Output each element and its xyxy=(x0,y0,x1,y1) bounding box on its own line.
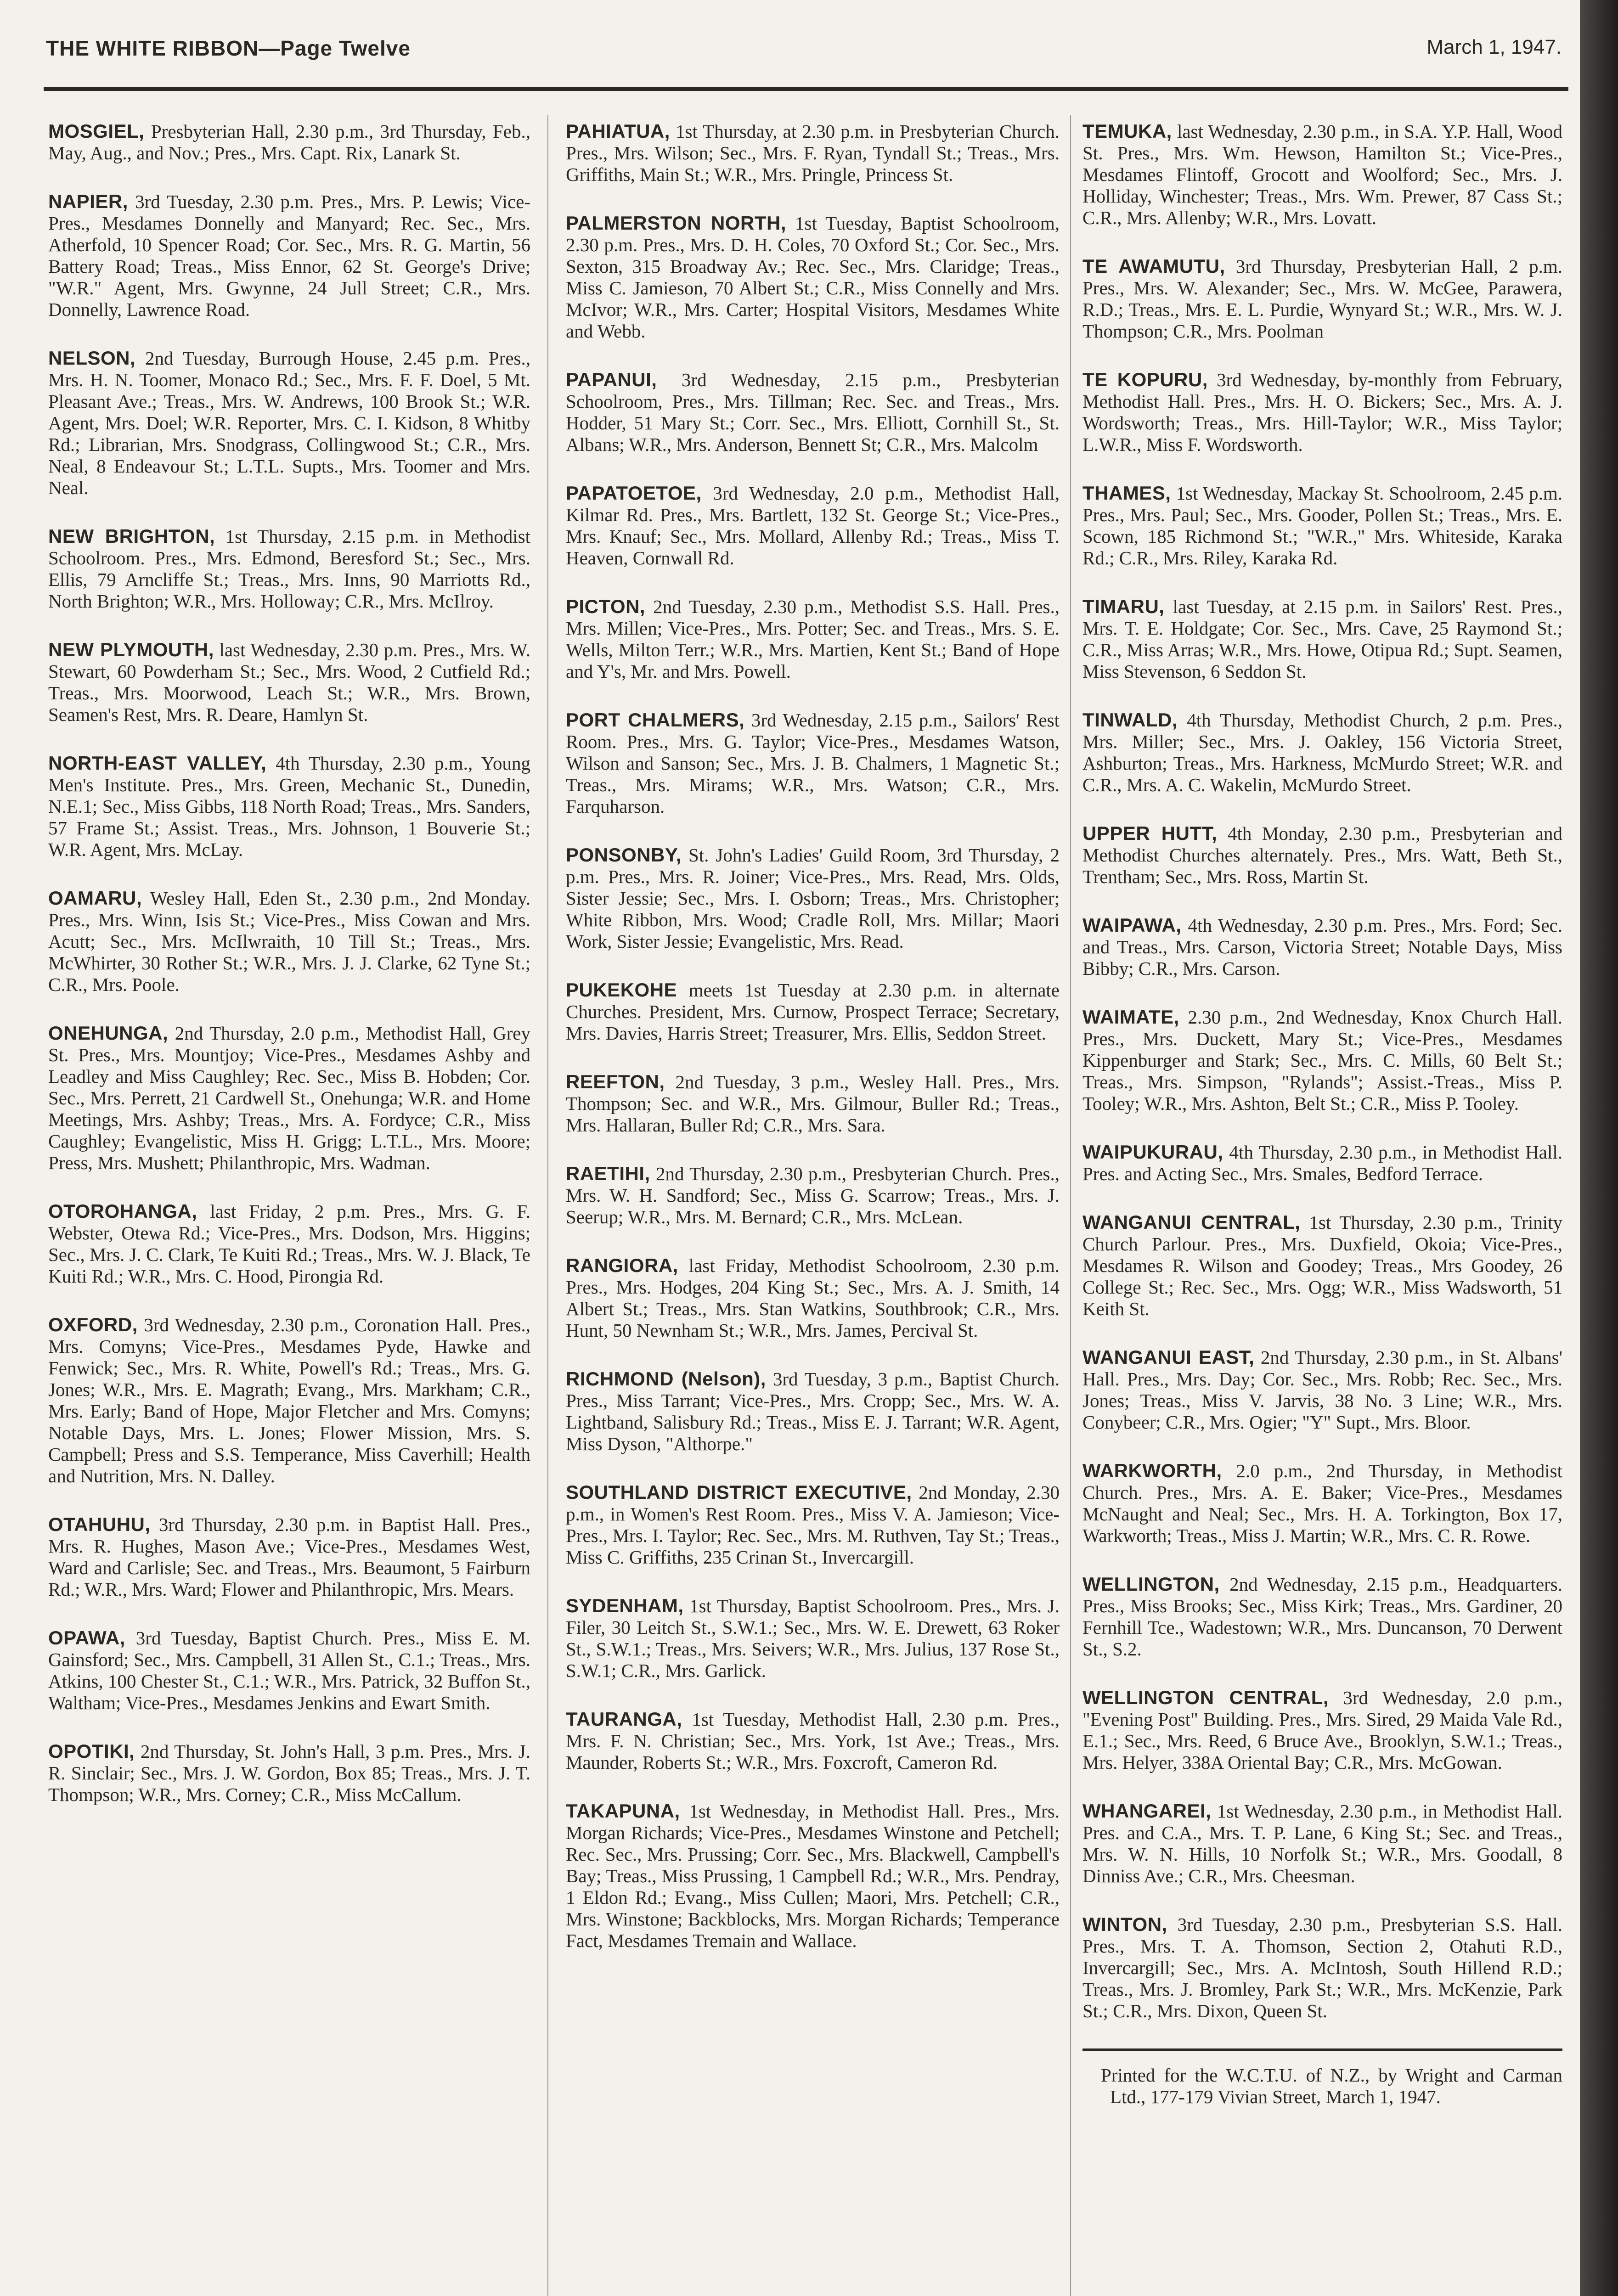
column-1 xyxy=(48,120,530,1832)
branch-name: NEW BRIGHTON, xyxy=(48,525,215,547)
branch-entry xyxy=(48,191,530,321)
page-edge-shadow xyxy=(1580,0,1618,2296)
branch-name: WAIMATE, xyxy=(1082,1006,1179,1028)
branch-name: TE KOPURU, xyxy=(1082,369,1208,390)
branch-entry xyxy=(48,347,530,499)
branch-entry xyxy=(566,1708,1060,1773)
branch-entry xyxy=(1082,822,1562,888)
branch-entry xyxy=(1082,482,1562,569)
branch-entry xyxy=(48,639,530,726)
branch-entry xyxy=(566,1800,1060,1952)
branch-name: NEW PLYMOUTH, xyxy=(48,639,214,660)
branch-details: 1st Thursday, at 2.30 p.m. in Presbyterian Church. Pres., Mrs. Wilson; Sec., Mrs. F. Ryan, Tyndall St.; Treas., Mrs. Griffiths, Main St.; W.R., Mrs. Pringle, Princess St. xyxy=(566,121,1060,185)
branch-entry xyxy=(1082,1687,1562,1773)
branch-details: 3rd Wednesday, by-monthly from February, Methodist Hall. Pres., Mrs. H. O. Bickers; Sec., Mrs. A. J. Wordsworth; Treas., Mrs. Hill-Taylor; W.R., Miss Taylor; L.W.R., Miss F. Wordsworth. xyxy=(1082,369,1562,455)
branch-name: TAURANGA, xyxy=(566,1708,682,1730)
branch-details: last Friday, Methodist Schoolroom, 2.30 p.m. Pres., Mrs. Hodges, 204 King St.; Sec., Mrs. A. J. Smith, 14 Albert St.; Treas., Mrs. Stan Watkins, Southbrook; C.R., Mrs. Hunt, 50 Newnham St.; W.R., Mrs. James, Percival St. xyxy=(566,1255,1060,1341)
branch-name: PAPATOETOE, xyxy=(566,482,702,504)
branch-details: 1st Wednesday, in Methodist Hall. Pres., Mrs. Morgan Richards; Vice-Pres., Mesdames Winstone and Petchell; Rec. Sec., Mrs. Prussing; Corr. Sec., Mrs. Blackwell, Campbell's Bay; Treas., Miss Prussing, 1 Campbell Rd.; W.R., Mrs. Pendray, 1 Eldon Rd.; Evang., Miss Cullen; Maori, Mrs. Petchell; C.R., Mrs. Winstone; Backblocks, Mrs. Morgan Richards; Temperance Fact, Mesdames Tremain and Wallace. xyxy=(566,1801,1060,1951)
branch-name: WELLINGTON CENTRAL, xyxy=(1082,1687,1329,1708)
branch-name: PAPANUI, xyxy=(566,369,657,390)
branch-details: 4th Thursday, Methodist Church, 2 p.m. Pres., Mrs. Miller; Sec., Mrs. J. Oakley, 156 Victoria Street, Ashburton; Treas., Mrs. Harkness, McMurdo Street; W.R. and C.R., Mrs. A. C. Wakelin, McMurdo Street. xyxy=(1082,709,1562,795)
branch-name: TIMARU, xyxy=(1082,596,1165,617)
branch-entry xyxy=(48,1022,530,1174)
branch-details: 4th Thursday, 2.30 p.m., Young Men's Institute. Pres., Mrs. Green, Mechanic St., Dunedin, N.E.1; Sec., Miss Gibbs, 118 North Road; Treas., Mrs. Sanders, 57 Frame St.; Assist. Treas., Mrs. Johnson, 1 Bouverie St.; W.R. Agent, Mrs. McLay. xyxy=(48,753,530,860)
page-header xyxy=(46,36,1562,73)
branch-name: RAETIHI, xyxy=(566,1163,650,1184)
branch-name: RANGIORA, xyxy=(566,1255,678,1276)
branch-details: 3rd Thursday, 2.30 p.m. in Baptist Hall. Pres., Mrs. R. Hughes, Mason Ave.; Vice-Pres., Mesdames West, Ward and Carlisle; Sec. and Treas., Mrs. Beaumont, 5 Fairburn Rd.; W.R., Mrs. Ward; Flower and Philanthropic, Mrs. Mears. xyxy=(48,1514,530,1600)
branch-name: PALMERSTON NORTH, xyxy=(566,212,787,234)
branch-entry xyxy=(48,752,530,861)
branch-details: 2nd Thursday, 2.30 p.m., Presbyterian Church. Pres., Mrs. W. H. Sandford; Sec., Miss G. Scarrow; Treas., Mrs. J. Seerup; W.R., Mrs. M. Bernard; C.R., Mrs. McLean. xyxy=(566,1163,1060,1227)
branch-name: OTOROHANGA, xyxy=(48,1200,197,1222)
branch-details: meets 1st Tuesday at 2.30 p.m. in alternate Churches. President, Mrs. Curnow, Prospect Terrace; Secretary, Mrs. Davies, Harris Street; Treasurer, Mrs. Ellis, Seddon Street. xyxy=(566,979,1060,1044)
branch-entry xyxy=(566,1071,1060,1136)
branch-details: 1st Thursday, 2.15 p.m. in Methodist Schoolroom. Pres., Mrs. Edmond, Beresford St.; Sec., Mrs. Ellis, 79 Arncliffe St.; Treas., Mrs. Inns, 90 Marriotts Rd., North Brighton; W.R., Mrs. Holloway; C.R., Mrs. McIlroy. xyxy=(48,526,531,612)
branch-name: OAMARU, xyxy=(48,887,142,909)
branch-details: 3rd Tuesday, Baptist Church. Pres., Miss E. M. Gainsford; Sec., Mrs. Campbell, 31 Allen St., C.1.; Treas., Mrs. Atkins, 100 Chester St., C.1.; W.R., Mrs. Patrick, 32 Buffon St., Waltham; Vice-Pres., Mesdames Jenkins and Ewart Smith. xyxy=(48,1627,530,1713)
branch-details: 1st Tuesday, Methodist Hall, 2.30 p.m. Pres., Mrs. F. N. Christian; Sec., Mrs. York, 1st Ave.; Treas., Mrs. Maunder, Roberts St.; W.R., Mrs. Foxcroft, Cameron Rd. xyxy=(566,1709,1060,1773)
branch-details: Presbyterian Hall, 2.30 p.m., 3rd Thursday, Feb., May, Aug., and Nov.; Pres., Mrs. Capt. Rix, Lanark St. xyxy=(48,121,530,163)
branch-entry xyxy=(566,979,1060,1044)
branch-entry xyxy=(566,369,1060,456)
branch-entry xyxy=(1082,255,1562,342)
branch-name: PORT CHALMERS, xyxy=(566,709,745,731)
column-divider xyxy=(1070,115,1071,2296)
branch-entry xyxy=(566,1255,1060,1341)
branch-details: last Friday, 2 p.m. Pres., Mrs. G. F. Webster, Otewa Rd.; Vice-Pres., Mrs. Dodson, Mrs. Higgins; Sec., Mrs. J. C. Clark, Te Kuiti Rd.; Treas., Mrs. W. J. Black, Te Kuiti Rd.; W.R., Mrs. C. Hood, Pirongia Rd. xyxy=(48,1201,530,1287)
branch-entry xyxy=(1082,369,1562,456)
branch-name: WINTON, xyxy=(1082,1913,1167,1935)
branch-name: ONEHUNGA, xyxy=(48,1022,169,1044)
branch-details: Wesley Hall, Eden St., 2.30 p.m., 2nd Monday. Pres., Mrs. Winn, Isis St.; Vice-Pres., Miss Cowan and Mrs. Acutt; Sec., Mrs. McIlwraith, 10 Till St.; Treas., Mrs. McWhirter, 30 Rother St.; W.R., Mrs. J. J. Clarke, 62 Tyne St.; C.R., Mrs. Poole. xyxy=(48,888,530,995)
branch-details: 4th Thursday, 2.30 p.m., in Methodist Hall. Pres. and Acting Sec., Mrs. Smales, Bedford Terrace. xyxy=(1082,1142,1562,1184)
branch-details: 3rd Wednesday, 2.0 p.m., Methodist Hall, Kilmar Rd. Pres., Mrs. Bartlett, 132 St. George St.; Vice-Pres., Mrs. Knauf; Sec., Mrs. Mollard, Allenby Rd.; Treas., Miss T. Heaven, Cornwall Rd. xyxy=(566,483,1060,568)
branch-details: 2nd Tuesday, Burrough House, 2.45 p.m. Pres., Mrs. H. N. Toomer, Monaco Rd.; Sec., Mrs. F. F. Doel, 5 Mt. Pleasant Ave.; Treas., Mrs. W. Andrews, 100 Brook St.; W.R. Agent, Mrs. Doel; W.R. Reporter, Mrs. C. I. Kidson, 8 Whitby Rd.; Librarian, Mrs. Snodgrass, Collingwood St.; C.R., Mrs. Neal, 8 Endeavour St.; L.T.L. Supts., Mrs. Toomer and Mrs. Neal. xyxy=(48,348,530,498)
branch-details: 3rd Wednesday, 2.0 p.m., "Evening Post" Building. Pres., Mrs. Sired, 29 Maida Vale Rd., E.1.; Sec., Mrs. Reed, 6 Bruce Ave., Brooklyn, S.W.1.; Treas., Mrs. Helyer, 338A Oriental Bay; C.R., Mrs. McGowan. xyxy=(1082,1687,1562,1773)
branch-details: 2.30 p.m., 2nd Wednesday, Knox Church Hall. Pres., Mrs. Duckett, Mary St.; Vice-Pres., Mesdames Kippenburger and Stark; Sec., Mrs. C. Mills, 60 Belt St.; Treas., Mrs. Simpson, "Rylands"; Assist.-Treas., Miss P. Tooley; W.R., Mrs. Ashton, Belt St.; C.R., Miss P. Tooley. xyxy=(1082,1007,1562,1114)
footer-rule xyxy=(1082,2048,1562,2051)
branch-name: TEMUKA, xyxy=(1082,120,1172,142)
branch-details: 4th Monday, 2.30 p.m., Presbyterian and Methodist Churches alternately. Pres., Mrs. Watt, Beth St., Trentham; Sec., Mrs. Ross, Martin St. xyxy=(1082,823,1563,887)
branch-details: last Wednesday, 2.30 p.m. Pres., Mrs. W. Stewart, 60 Powderham St.; Sec., Mrs. Wood, 2 Cutfield Rd.; Treas., Mrs. Moorwood, Leach St.; W.R., Mrs. Brown, Seamen's Rest, Mrs. R. Deare, Hamlyn St. xyxy=(48,639,530,725)
branch-details: 2.0 p.m., 2nd Thursday, in Methodist Church. Pres., Mrs. A. E. Baker; Vice-Pres., Mesdames McNaught and Neal; Sec., Mrs. H. A. Torkington, Box 17, Warkworth; Treas., Miss J. Martin; W.R., Mrs. C. R. Rowe. xyxy=(1082,1460,1562,1546)
branch-details: 3rd Wednesday, 2.15 p.m., Presbyterian Schoolroom, Pres., Mrs. Tillman; Rec. Sec. and Treas., Mrs. Hodder, 51 Mary St.; Corr. Sec., Mrs. Elliott, Cornhill St., St. Albans; W.R., Mrs. Anderson, Bennett St; C.R., Mrs. Malcolm xyxy=(566,369,1060,455)
branch-entry xyxy=(1082,1460,1562,1547)
branch-details: 1st Wednesday, 2.30 p.m., in Methodist Hall. Pres. and C.A., Mrs. T. P. Lane, 6 King St.; Sec. and Treas., Mrs. W. N. Hills, 10 Norfolk St.; W.R., Mrs. Goodall, 8 Dinniss Ave.; C.R., Mrs. Cheesman. xyxy=(1082,1801,1562,1886)
branch-entry xyxy=(1082,120,1562,229)
branch-details: 3rd Tuesday, 2.30 p.m. Pres., Mrs. P. Lewis; Vice-Pres., Mesdames Donnelly and Manyard; Rec. Sec., Mrs. Atherfold, 10 Spencer Road; Cor. Sec., Mrs. R. G. Martin, 56 Battery Road; Treas., Miss Ennor, 62 St. George's Drive; "W.R." Agent, Mrs. Gwynne, 24 Jull Street; C.R., Mrs. Donnelly, Lawrence Road. xyxy=(48,191,530,320)
branch-details: 2nd Wednesday, 2.15 p.m., Headquarters. Pres., Miss Brooks; Sec., Miss Kirk; Treas., Mrs. Gardiner, 20 Fernhill Tce., Wadestown; W.R., Mrs. Duncanson, 70 Derwent St., S.2. xyxy=(1082,1574,1562,1660)
branch-details: St. John's Ladies' Guild Room, 3rd Thursday, 2 p.m. Pres., Mrs. R. Joiner; Vice-Pres., Mrs. Read, Mrs. Olds, Sister Jessie; Sec., Mrs. I. Osborn; Treas., Mrs. Christopher; White Ribbon, Mrs. Wood; Cradle Roll, Mrs. Millar; Maori Work, Sister Jessie; Evangelistic, Mrs. Read. xyxy=(566,844,1060,952)
branch-details: 2nd Thursday, 2.0 p.m., Methodist Hall, Grey St. Pres., Mrs. Mountjoy; Vice-Pres., Mesdames Ashby and Leadley and Miss Caughley; Rec. Sec., Miss B. Hobden; Cor. Sec., Mrs. Perrett, 21 Cardwell St., Onehunga; W.R. and Home Meetings, Mrs. Ashby; Treas., Mrs. A. Fordyce; C.R., Miss Caughley; Evangelistic, Miss H. Grigg; L.T.L., Mrs. Moore; Press, Mrs. Mushett; Philanthropic, Mrs. Wadman. xyxy=(48,1023,530,1173)
branch-details: 2nd Tuesday, 2.30 p.m., Methodist S.S. Hall. Pres., Mrs. Millen; Vice-Pres., Mrs. Potter; Sec. and Treas., Mrs. S. E. Wells, Milton Terr.; W.R., Mrs. Martien, Kent St.; Band of Hope and Y's, Mr. and Mrs. Powell. xyxy=(566,596,1060,682)
branch-name: THAMES, xyxy=(1082,482,1171,504)
branch-name: WARKWORTH, xyxy=(1082,1460,1222,1481)
branch-details: 3rd Thursday, Presbyterian Hall, 2 p.m. Pres., Mrs. W. Alexander; Sec., Mrs. W. McGee, Parawera, R.D.; Treas., Mrs. E. L. Purdie, Wynyard St.; W.R., Mrs. W. J. Thompson; C.R., Mrs. Poolman xyxy=(1082,256,1563,342)
branch-name: OTAHUHU, xyxy=(48,1514,151,1535)
branch-name: WAIPUKURAU, xyxy=(1082,1141,1223,1163)
branch-name: WELLINGTON, xyxy=(1082,1573,1220,1595)
branch-name: RICHMOND (Nelson), xyxy=(566,1368,766,1390)
branch-entry xyxy=(566,844,1060,952)
branch-details: 3rd Wednesday, 2.15 p.m., Sailors' Rest Room. Pres., Mrs. G. Taylor; Vice-Pres., Mesdames Watson, Wilson and Sanson; Sec., Mrs. J. B. Chalmers, 1 Magnetic St.; Treas., Mrs. Mirams; W.R., Mrs. Watson; C.R., Mrs. Farquharson. xyxy=(566,709,1060,817)
branch-details: 3rd Wednesday, 2.30 p.m., Coronation Hall. Pres., Mrs. Comyns; Vice-Pres., Mesdames Pyde, Hawke and Fenwick; Sec., Mrs. R. White, Powell's Rd.; Treas., Mrs. G. Jones; W.R., Mrs. E. Magrath; Evang., Mrs. Markham; C.R., Mrs. Early; Band of Hope, Major Fletcher and Mrs. Comyns; Notable Days, Mrs. L. Jones; Flower Mission, Mrs. S. Campbell; Press and S.S. Temperance, Miss Caverhill; Health and Nutrition, Mrs. N. Dalley. xyxy=(48,1314,530,1486)
branch-details: 1st Wednesday, Mackay St. Schoolroom, 2.45 p.m. Pres., Mrs. Paul; Sec., Mrs. Gooder, Pollen St.; Treas., Mrs. E. Scown, 185 Richmond St.; "W.R.," Mrs. Whiteside, Karaka Rd.; C.R., Mrs. Riley, Karaka Rd. xyxy=(1082,483,1562,568)
branch-name: NAPIER, xyxy=(48,191,128,212)
branch-name: NORTH-EAST VALLEY, xyxy=(48,752,267,774)
branch-name: PUKEKOHE xyxy=(566,979,677,1001)
branch-entry xyxy=(566,596,1060,682)
column-3 xyxy=(1082,120,1562,2108)
branch-entry xyxy=(566,120,1060,186)
branch-details: last Wednesday, 2.30 p.m., in S.A. Y.P. Hall, Wood St. Pres., Mrs. Wm. Hewson, Hamilton St.; Vice-Pres., Mesdames Flintoff, Grocott and Woolford; Sec., Mrs. J. Holliday, Winchester; Treas., Mrs. Wm. Prewer, 87 Cass St.; C.R., Mrs. Allenby; W.R., Mrs. Lovatt. xyxy=(1082,121,1562,228)
branch-entry xyxy=(566,482,1060,569)
column-2 xyxy=(566,120,1060,1978)
printer-imprint: Printed for the W.C.T.U. of N.Z., by Wright and Carman Ltd., 177-179 Vivian Street, March 1, 1947. xyxy=(1101,2065,1562,2107)
branch-name: SOUTHLAND DISTRICT EXECUTIVE, xyxy=(566,1481,912,1503)
header-rule xyxy=(44,87,1568,91)
branch-entry xyxy=(1082,1141,1562,1185)
branch-name: WHANGAREI, xyxy=(1082,1800,1212,1822)
branch-entry xyxy=(48,1200,530,1287)
branch-name: REEFTON, xyxy=(566,1071,665,1092)
branch-name: UPPER HUTT, xyxy=(1082,822,1218,844)
branch-entry xyxy=(1082,596,1562,682)
branch-entry xyxy=(566,212,1060,342)
branch-name: PICTON, xyxy=(566,596,646,617)
branch-entry xyxy=(566,1481,1060,1568)
branch-details: 2nd Monday, 2.30 p.m., in Women's Rest Room. Pres., Miss V. A. Jamieson; Vice-Pres., Mrs. I. Taylor; Rec. Sec., Mrs. M. Ruthven, Tay St.; Treas., Miss C. Griffiths, 235 Crinan St., Invercargill. xyxy=(566,1482,1060,1568)
branch-details: 3rd Tuesday, 3 p.m., Baptist Church. Pres., Miss Tarrant; Vice-Pres., Mrs. Cropp; Sec., Mrs. W. A. Lightband, Salisbury Rd.; Treas., Miss E. J. Tarrant; W.R. Agent, Miss Dyson, "Althorpe." xyxy=(566,1368,1060,1454)
branch-name: TAKAPUNA, xyxy=(566,1800,680,1822)
branch-name: TE AWAMUTU, xyxy=(1082,255,1225,277)
branch-entry xyxy=(48,1514,530,1600)
branch-name: TINWALD, xyxy=(1082,709,1178,731)
branch-details: 1st Thursday, 2.30 p.m., Trinity Church Parlour. Pres., Mrs. Duxfield, Okoia; Vice-Pres., Mesdames R. Wilson and Goodey; Treas., Mrs Goodey, 26 College St.; Rec. Sec., Mrs. Ogg; W.R., Miss Wadsworth, 51 Keith St. xyxy=(1082,1212,1563,1319)
branch-entry xyxy=(48,887,530,996)
branch-entry xyxy=(48,120,530,164)
branch-name: SYDENHAM, xyxy=(566,1595,684,1616)
branch-name: WANGANUI CENTRAL, xyxy=(1082,1211,1301,1233)
branch-details: 2nd Thursday, 2.30 p.m., in St. Albans' Hall. Pres., Mrs. Day; Cor. Sec., Mrs. Robb; Rec. Sec., Mrs. Jones; Treas., Miss V. Jarvis, 38 No. 3 Line; W.R., Mrs. Conybeer; C.R., Mrs. Ogier; "Y" Supt., Mrs. Bloor. xyxy=(1082,1347,1563,1433)
branch-entry xyxy=(1082,1211,1562,1320)
branch-entry xyxy=(566,1163,1060,1228)
branch-entry xyxy=(1082,1346,1562,1433)
branch-entry xyxy=(566,709,1060,817)
branch-name: OPAWA, xyxy=(48,1627,125,1649)
branch-details: 1st Tuesday, Baptist Schoolroom, 2.30 p.m. Pres., Mrs. D. H. Coles, 70 Oxford St.; Cor. Sec., Mrs. Sexton, 315 Broadway Av.; Rec. Sec., Mrs. Claridge; Treas., Miss C. Jamieson, 70 Albert St.; C.R., Miss Connelly and Mrs. McIvor; W.R., Mrs. Carter; Hospital Visitors, Mesdames White and Webb. xyxy=(566,213,1060,342)
branch-details: last Tuesday, at 2.15 p.m. in Sailors' Rest. Pres., Mrs. T. E. Holdgate; Cor. Sec., Mrs. Cave, 25 Raymond St.; C.R., Miss Arras; W.R., Mrs. Howe, Otipua Rd.; Supt. Seamen, Miss Stevenson, 6 Seddon St. xyxy=(1082,596,1562,682)
branch-name: MOSGIEL, xyxy=(48,120,145,142)
branch-entry xyxy=(48,525,530,612)
branch-entry xyxy=(48,1627,530,1714)
branch-name: NELSON, xyxy=(48,347,136,369)
branch-entry xyxy=(48,1314,530,1487)
branch-name: WANGANUI EAST, xyxy=(1082,1346,1255,1368)
branch-details: 1st Thursday, Baptist Schoolroom. Pres., Mrs. J. Filer, 30 Leitch St., S.W.1.; Sec., Mrs. W. E. Drewett, 63 Roker St., S.W.1.; Treas., Mrs. Seivers; W.R., Mrs. Julius, 137 Rose St., S.W.1; C.R., Mrs. Garlick. xyxy=(566,1595,1060,1681)
branch-name: PONSONBY, xyxy=(566,844,682,866)
branch-entry xyxy=(1082,1006,1562,1114)
page-date: March 1, 1947. xyxy=(1426,36,1562,58)
branch-details: 3rd Tuesday, 2.30 p.m., Presbyterian S.S. Hall. Pres., Mrs. T. A. Thomson, Section 2, Otahuti R.D., Invercargill; Sec., Mrs. A. McIntosh, South Hillend R.D.; Treas., Mrs. J. Bromley, Park St.; W.R., Mrs. McKenzie, Park St.; C.R., Mrs. Dixon, Queen St. xyxy=(1082,1914,1562,2021)
branch-entry xyxy=(566,1368,1060,1455)
branch-name: WAIPAWA, xyxy=(1082,914,1182,936)
column-divider xyxy=(547,115,548,2296)
branch-entry xyxy=(1082,1800,1562,1887)
branch-entry xyxy=(48,1740,530,1806)
branch-entry xyxy=(566,1595,1060,1682)
branch-entry xyxy=(1082,914,1562,979)
branch-entry xyxy=(1082,1913,1562,2022)
branch-entry xyxy=(1082,1573,1562,1660)
branch-details: 2nd Thursday, St. John's Hall, 3 p.m. Pres., Mrs. J. R. Sinclair; Sec., Mrs. J. W. Gordon, Box 85; Treas., Mrs. J. T. Thompson; W.R., Mrs. Corney; C.R., Miss McCallum. xyxy=(48,1741,530,1805)
branch-name: OPOTIKI, xyxy=(48,1740,135,1762)
page-title: THE WHITE RIBBON—Page Twelve xyxy=(46,36,411,60)
branch-name: PAHIATUA, xyxy=(566,120,670,142)
branch-entry xyxy=(1082,709,1562,796)
branch-details: 4th Wednesday, 2.30 p.m. Pres., Mrs. Ford; Sec. and Treas., Mrs. Carson, Victoria Street; Notable Days, Miss Bibby; C.R., Mrs. Carson. xyxy=(1082,915,1562,979)
branch-name: OXFORD, xyxy=(48,1314,138,1335)
branch-details: 2nd Tuesday, 3 p.m., Wesley Hall. Pres., Mrs. Thompson; Sec. and W.R., Mrs. Gilmour, Buller Rd.; Treas., Mrs. Hallaran, Buller Rd; C.R., Mrs. Sara. xyxy=(566,1071,1060,1136)
